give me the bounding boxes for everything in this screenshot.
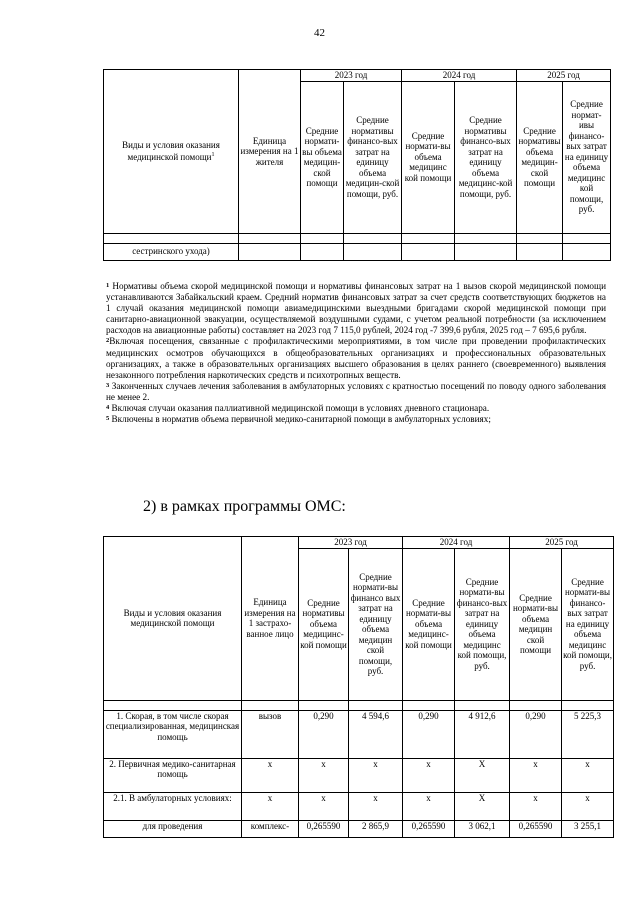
cell: х: [562, 792, 614, 820]
footnote: $^3$ Законченных случаев лечения заболевания в амбулаторных условиях с кратностью посещений по поводу одного заболевания не менее 2.: [106, 380, 606, 402]
year-header: 2025 год: [510, 537, 614, 549]
table-row: [104, 700, 614, 710]
cell: х: [349, 792, 403, 820]
table-row: [104, 243, 611, 260]
cell: 0,265590: [299, 820, 349, 837]
col-header-unit: Единица измерения на 1 жителя: [239, 70, 301, 234]
footnote: $^5$ Включены в норматив объема первичной медико-санитарной помощи в амбулаторных условиях;: [106, 414, 491, 425]
year-header: 2023 год: [299, 537, 403, 549]
col-header-unit: Единица измерения на 1 застрахо-ванное лицо: [242, 537, 299, 701]
table-row: [104, 792, 614, 820]
cell: 0,290: [299, 710, 349, 758]
cell: 2 865,9: [349, 820, 403, 837]
cell: Х: [455, 758, 510, 792]
cell: х: [349, 758, 403, 792]
sub-header: Средние нормативы объема медицинс-кой помощи: [299, 548, 349, 700]
table-1: [103, 69, 611, 261]
cell: х: [299, 792, 349, 820]
year-header: 2023 год: [301, 70, 402, 82]
cell: 3 062,1: [455, 820, 510, 837]
col-header-type: Виды и условия оказания медицинской помощи: [104, 537, 242, 701]
cell: комплекс-: [242, 820, 299, 837]
cell: х: [299, 758, 349, 792]
table-row: [104, 233, 611, 243]
table-row: [104, 758, 614, 792]
row-label: 2. Первичная медико-санитарная помощь: [104, 758, 242, 792]
cell: х: [510, 792, 562, 820]
row-label: 2.1. В амбулаторных условиях:: [104, 792, 242, 820]
sub-header: Средние нормати-вы финансо-вых затрат на единицу объема медицинс кой помощи, руб.: [562, 548, 614, 700]
table-row: [104, 820, 614, 837]
section-title: 2) в рамках программы ОМС:: [143, 498, 346, 515]
year-header: 2024 год: [402, 70, 517, 82]
footnote: $^2$Включая посещения, связанные с профилактическими мероприятиями, в том числе при проведении профилактических медицинских осмотров обучающихся в общеобразовательных организациях и профессиональных образовательных организациях, а также в образовательных организациях высшего образования в целях раннего (своевременного) выявления незаконного потребления наркотических средств и психотропных веществ.: [106, 336, 606, 380]
table-2: [103, 536, 614, 838]
col-header-type: Виды и условия оказания медицинской помощи$^1$: [104, 70, 239, 234]
footnote: $^4$ Включая случаи оказания паллиативной медицинской помощи в условиях дневного стационара.: [106, 403, 490, 414]
cell: 0,265590: [510, 820, 562, 837]
cell: 0,290: [403, 710, 455, 758]
row-label: для проведения: [104, 820, 242, 837]
year-header: 2025 год: [517, 70, 611, 82]
cell: 5 225,3: [562, 710, 614, 758]
sub-header: Средние нормативы финансо-вых затрат на единицу объема медицин-ской помощи, руб.: [344, 81, 402, 233]
row-label: сестринского ухода): [104, 243, 239, 260]
sub-header: Средние нормати-вы объема медицин-ской помощи: [301, 81, 344, 233]
table-row: [104, 710, 614, 758]
sub-header: Средние нормати-вы объема медицинс-кой помощи: [403, 548, 455, 700]
page-number: 42: [314, 27, 325, 39]
cell: х: [403, 792, 455, 820]
cell: Х: [455, 792, 510, 820]
cell: 0,265590: [403, 820, 455, 837]
cell: х: [242, 792, 299, 820]
year-header: 2024 год: [403, 537, 510, 549]
footnotes: [106, 281, 606, 425]
cell: х: [562, 758, 614, 792]
cell: х: [510, 758, 562, 792]
sub-header: Средние нормати-вы объема медицин ской помощи: [510, 548, 562, 700]
cell: 0,290: [510, 710, 562, 758]
footnote: $^1$ Нормативы объема скорой медицинской помощи и нормативы финансовых затрат на 1 вызов скорой медицинской помощи устанавливаются Забайкальский краем. Средний норматив финансовых затрат за счет средств соответствующих бюджетов на 1 случай оказания медицинской помощи авиамедицинскими выездными бригадами скорой медицинской помощи при санитарно-авиационной эвакуации, осуществляемой воздушными судами, с учетом реальной потребности (за исключением расходов на авиационные работы) составляет на 2023 год 7 115,0 рублей, 2024 год -7 399,6 рубля, 2025 год – 7 695,6 рубля.: [106, 281, 606, 336]
sub-header: Средние нормативы объема медицин-ской помощи: [517, 81, 563, 233]
sub-header: Средние нормати-вы объема медицинс кой помощи: [402, 81, 455, 233]
sub-header: Средние нормати-вы финансо-вых затрат на единицу объема медицинс кой помощи, руб.: [455, 548, 510, 700]
row-label: 1. Скорая, в том числе скорая специализированная, медицинская помощь: [104, 710, 242, 758]
cell: х: [403, 758, 455, 792]
sub-header: Средние нормати-вы финансо вых затрат на единицу объема медицин ской помощи, руб.: [349, 548, 403, 700]
sub-header: Средние нормативы финансо-вых затрат на единицу объема медицинс-кой помощи, руб.: [455, 81, 517, 233]
cell: 4 594,6: [349, 710, 403, 758]
cell: 4 912,6: [455, 710, 510, 758]
cell: вызов: [242, 710, 299, 758]
cell: 3 255,1: [562, 820, 614, 837]
cell: х: [242, 758, 299, 792]
sub-header: Средние нормат-ивы финансо-вых затрат на единицу объема медицинс кой помощи, руб.: [563, 81, 611, 233]
